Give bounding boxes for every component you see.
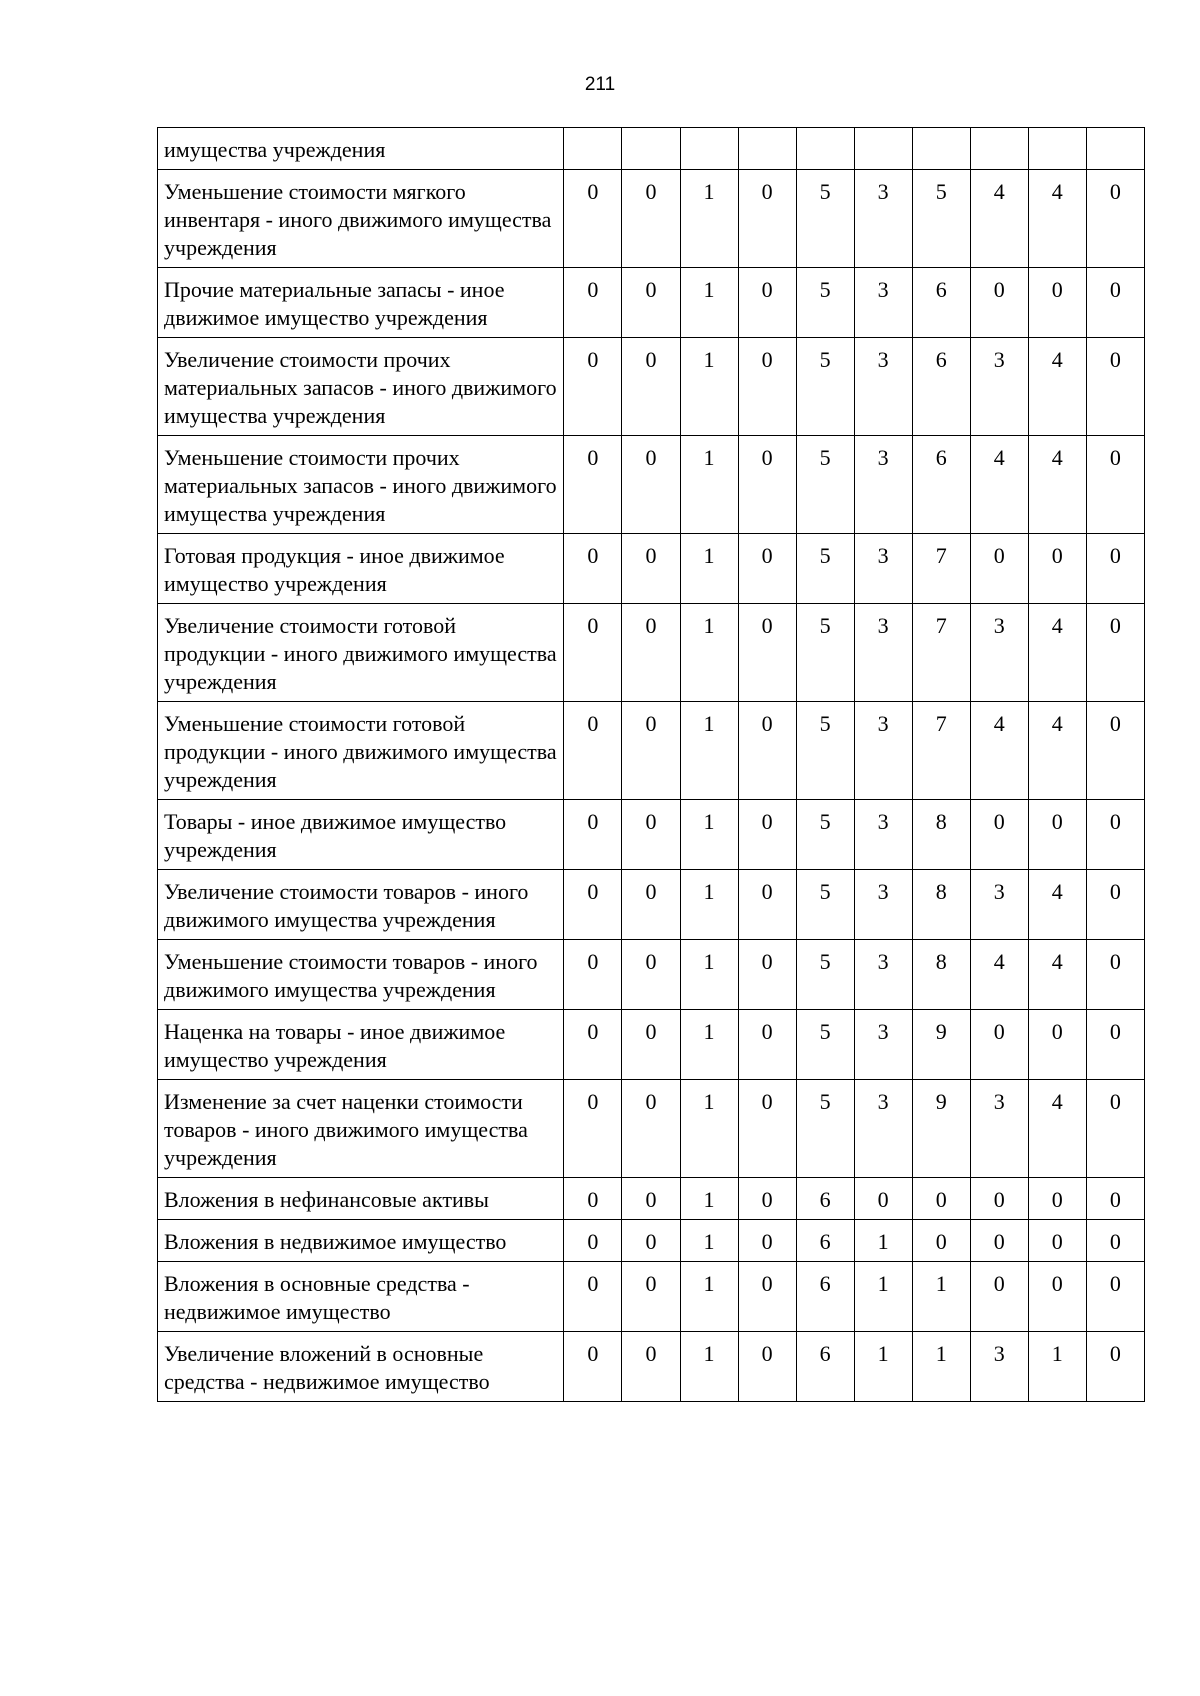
account-code-digit: 0	[564, 1010, 622, 1080]
account-code-digit: 0	[622, 338, 680, 436]
account-code-digit: 6	[912, 338, 970, 436]
account-code-digit	[738, 128, 796, 170]
account-code-digit: 0	[738, 1332, 796, 1402]
account-code-digit: 1	[912, 1262, 970, 1332]
account-code-digit: 3	[854, 534, 912, 604]
account-code-digit: 0	[564, 870, 622, 940]
account-code-digit: 0	[622, 1178, 680, 1220]
account-code-digit: 4	[1028, 702, 1086, 800]
account-code-digit: 0	[564, 436, 622, 534]
account-code-digit: 0	[1086, 1178, 1144, 1220]
account-code-digit: 0	[738, 1262, 796, 1332]
account-code-digit: 3	[854, 1010, 912, 1080]
account-code-digit: 3	[854, 702, 912, 800]
account-code-digit: 1	[680, 534, 738, 604]
account-code-digit: 0	[1028, 1220, 1086, 1262]
account-code-digit: 1	[680, 338, 738, 436]
table-row	[158, 128, 1145, 170]
table-row	[158, 436, 1145, 534]
account-code-digit: 0	[1028, 534, 1086, 604]
account-code-digit: 0	[564, 338, 622, 436]
account-code-digit: 0	[1028, 268, 1086, 338]
account-code-digit: 0	[1028, 1262, 1086, 1332]
account-code-digit: 0	[970, 1220, 1028, 1262]
account-code-digit: 0	[1086, 1080, 1144, 1178]
account-code-digit: 1	[680, 940, 738, 1010]
account-code-digit: 5	[796, 604, 854, 702]
account-code-digit: 3	[970, 1332, 1028, 1402]
account-code-digit: 9	[912, 1080, 970, 1178]
account-code-digit: 0	[564, 170, 622, 268]
account-description: Уменьшение стоимости мягкого инвентаря - иного движимого имущества учреждения	[158, 170, 564, 268]
account-code-digit: 1	[680, 702, 738, 800]
account-code-digit: 7	[912, 702, 970, 800]
table-row	[158, 1220, 1145, 1262]
account-code-digit: 0	[1086, 534, 1144, 604]
account-code-digit: 0	[622, 1332, 680, 1402]
account-code-digit: 0	[622, 870, 680, 940]
account-code-digit: 5	[796, 268, 854, 338]
account-code-digit: 3	[854, 436, 912, 534]
account-description: Увеличение стоимости прочих материальных запасов - иного движимого имущества учреждения	[158, 338, 564, 436]
account-code-table	[157, 127, 1145, 1402]
account-code-digit: 0	[1086, 1332, 1144, 1402]
account-code-digit: 4	[1028, 1080, 1086, 1178]
account-description: Вложения в основные средства - недвижимое имущество	[158, 1262, 564, 1332]
account-description: Товары - иное движимое имущество учреждения	[158, 800, 564, 870]
account-code-digit: 3	[854, 338, 912, 436]
account-code-digit: 0	[1086, 702, 1144, 800]
table-row	[158, 1178, 1145, 1220]
account-code-digit: 0	[622, 268, 680, 338]
account-code-digit: 0	[738, 604, 796, 702]
account-code-digit: 0	[622, 170, 680, 268]
account-code-digit: 4	[1028, 338, 1086, 436]
account-code-digit: 0	[1028, 1010, 1086, 1080]
account-description: имущества учреждения	[158, 128, 564, 170]
account-description: Увеличение вложений в основные средства - недвижимое имущество	[158, 1332, 564, 1402]
account-code-digit: 0	[622, 940, 680, 1010]
account-code-digit: 1	[680, 170, 738, 268]
account-code-digit: 0	[1086, 436, 1144, 534]
account-code-digit: 5	[796, 170, 854, 268]
account-code-digit: 5	[796, 338, 854, 436]
account-code-digit: 6	[796, 1178, 854, 1220]
account-code-digit: 0	[1086, 1010, 1144, 1080]
account-code-digit: 0	[564, 1332, 622, 1402]
account-code-digit: 0	[622, 702, 680, 800]
account-code-digit: 3	[970, 1080, 1028, 1178]
account-code-digit: 3	[854, 870, 912, 940]
account-code-digit: 0	[622, 534, 680, 604]
account-code-digit: 5	[912, 170, 970, 268]
account-code-digit: 0	[970, 268, 1028, 338]
account-code-digit: 1	[1028, 1332, 1086, 1402]
account-code-digit: 0	[738, 338, 796, 436]
account-code-digit: 0	[970, 1010, 1028, 1080]
account-code-digit: 0	[622, 436, 680, 534]
account-code-digit: 1	[680, 1178, 738, 1220]
account-code-digit: 5	[796, 534, 854, 604]
account-code-digit	[854, 128, 912, 170]
account-code-digit: 5	[796, 436, 854, 534]
account-code-digit	[970, 128, 1028, 170]
account-code-digit: 5	[796, 940, 854, 1010]
account-code-digit: 0	[564, 1178, 622, 1220]
account-code-digit: 1	[680, 268, 738, 338]
table-row	[158, 702, 1145, 800]
account-description: Увеличение стоимости готовой продукции - иного движимого имущества учреждения	[158, 604, 564, 702]
account-code-digit: 0	[564, 1220, 622, 1262]
account-code-digit: 6	[796, 1262, 854, 1332]
account-code-digit: 0	[1028, 800, 1086, 870]
account-code-digit: 3	[970, 604, 1028, 702]
account-code-digit: 5	[796, 800, 854, 870]
account-code-digit: 4	[1028, 940, 1086, 1010]
account-code-digit: 0	[738, 800, 796, 870]
page-number: 211	[584, 74, 616, 95]
table-body	[158, 128, 1145, 1402]
account-code-digit: 8	[912, 800, 970, 870]
table-row	[158, 1080, 1145, 1178]
account-code-digit: 0	[564, 702, 622, 800]
account-code-digit: 0	[970, 1178, 1028, 1220]
table-row	[158, 800, 1145, 870]
account-code-digit: 1	[680, 800, 738, 870]
account-code-digit: 0	[1086, 338, 1144, 436]
account-description: Увеличение стоимости товаров - иного движимого имущества учреждения	[158, 870, 564, 940]
account-code-digit: 0	[970, 1262, 1028, 1332]
account-code-digit: 1	[854, 1332, 912, 1402]
table-row	[158, 338, 1145, 436]
account-code-digit: 4	[1028, 604, 1086, 702]
account-code-digit: 0	[1028, 1178, 1086, 1220]
account-code-digit: 3	[854, 940, 912, 1010]
table-row	[158, 940, 1145, 1010]
account-code-digit: 0	[564, 604, 622, 702]
account-code-digit: 0	[564, 800, 622, 870]
account-description: Прочие материальные запасы - иное движимое имущество учреждения	[158, 268, 564, 338]
table-row	[158, 1010, 1145, 1080]
account-description: Уменьшение стоимости готовой продукции - иного движимого имущества учреждения	[158, 702, 564, 800]
account-code-digit: 0	[1086, 1262, 1144, 1332]
account-code-digit	[1028, 128, 1086, 170]
account-code-digit: 3	[970, 870, 1028, 940]
account-code-digit: 1	[854, 1220, 912, 1262]
account-code-digit: 6	[912, 436, 970, 534]
account-code-digit: 0	[1086, 604, 1144, 702]
account-code-digit: 0	[912, 1220, 970, 1262]
account-code-digit	[680, 128, 738, 170]
account-description: Уменьшение стоимости прочих материальных запасов - иного движимого имущества учреждения	[158, 436, 564, 534]
account-code-digit: 0	[738, 1080, 796, 1178]
account-code-digit: 4	[1028, 170, 1086, 268]
account-code-digit: 7	[912, 604, 970, 702]
account-code-digit: 0	[622, 604, 680, 702]
account-code-digit: 0	[738, 436, 796, 534]
table-row	[158, 870, 1145, 940]
account-code-digit: 1	[680, 1010, 738, 1080]
account-code-digit	[912, 128, 970, 170]
table-row	[158, 534, 1145, 604]
account-code-digit: 0	[970, 534, 1028, 604]
account-code-digit: 0	[738, 170, 796, 268]
account-code-digit: 3	[854, 800, 912, 870]
account-code-digit: 9	[912, 1010, 970, 1080]
account-code-digit: 0	[1086, 268, 1144, 338]
account-code-digit: 1	[680, 604, 738, 702]
account-code-digit: 0	[1086, 870, 1144, 940]
table-row	[158, 170, 1145, 268]
account-code-digit: 4	[970, 170, 1028, 268]
account-code-digit: 0	[738, 702, 796, 800]
account-code-digit: 8	[912, 940, 970, 1010]
account-code-digit: 1	[680, 436, 738, 534]
account-code-digit: 0	[564, 1262, 622, 1332]
account-code-digit: 0	[912, 1178, 970, 1220]
account-code-digit: 1	[680, 1332, 738, 1402]
account-code-digit	[622, 128, 680, 170]
account-code-digit: 0	[622, 1262, 680, 1332]
account-code-digit: 0	[738, 268, 796, 338]
account-code-digit: 0	[564, 534, 622, 604]
table-row	[158, 268, 1145, 338]
account-description: Уменьшение стоимости товаров - иного движимого имущества учреждения	[158, 940, 564, 1010]
account-code-digit	[796, 128, 854, 170]
account-code-digit: 4	[1028, 870, 1086, 940]
account-code-digit: 4	[970, 940, 1028, 1010]
account-code-digit	[1086, 128, 1144, 170]
account-code-digit: 3	[854, 268, 912, 338]
account-code-digit: 0	[970, 800, 1028, 870]
account-code-digit: 0	[1086, 800, 1144, 870]
table-row	[158, 1262, 1145, 1332]
account-description: Вложения в нефинансовые активы	[158, 1178, 564, 1220]
account-code-digit: 0	[1086, 1220, 1144, 1262]
account-code-digit: 5	[796, 702, 854, 800]
account-code-digit: 6	[796, 1220, 854, 1262]
account-code-digit: 0	[854, 1178, 912, 1220]
account-code-digit: 0	[738, 870, 796, 940]
account-code-digit: 6	[912, 268, 970, 338]
account-code-digit: 4	[970, 702, 1028, 800]
account-code-digit	[564, 128, 622, 170]
account-code-digit: 1	[912, 1332, 970, 1402]
account-code-digit: 5	[796, 1010, 854, 1080]
account-code-digit: 0	[622, 1080, 680, 1178]
account-code-digit: 3	[854, 170, 912, 268]
account-code-digit: 0	[1086, 940, 1144, 1010]
account-code-digit: 6	[796, 1332, 854, 1402]
account-description: Готовая продукция - иное движимое имущество учреждения	[158, 534, 564, 604]
account-code-digit: 0	[622, 1220, 680, 1262]
account-code-digit: 8	[912, 870, 970, 940]
account-code-digit: 4	[970, 436, 1028, 534]
table-row	[158, 1332, 1145, 1402]
account-code-digit: 4	[1028, 436, 1086, 534]
account-description: Наценка на товары - иное движимое имущество учреждения	[158, 1010, 564, 1080]
account-code-digit: 0	[564, 1080, 622, 1178]
account-code-digit: 0	[738, 1220, 796, 1262]
account-code-digit: 7	[912, 534, 970, 604]
account-code-digit: 5	[796, 1080, 854, 1178]
account-code-digit: 0	[738, 1010, 796, 1080]
account-code-digit: 0	[738, 940, 796, 1010]
account-code-digit: 0	[564, 268, 622, 338]
account-description: Вложения в недвижимое имущество	[158, 1220, 564, 1262]
account-code-digit: 5	[796, 870, 854, 940]
account-code-digit: 0	[622, 800, 680, 870]
account-code-digit: 1	[680, 1262, 738, 1332]
account-code-digit: 0	[564, 940, 622, 1010]
account-code-digit: 0	[738, 534, 796, 604]
account-code-digit: 1	[680, 870, 738, 940]
table-row	[158, 604, 1145, 702]
account-code-digit: 3	[970, 338, 1028, 436]
account-code-digit: 3	[854, 604, 912, 702]
account-code-digit: 1	[680, 1220, 738, 1262]
account-code-digit: 0	[738, 1178, 796, 1220]
account-code-digit: 1	[854, 1262, 912, 1332]
account-code-digit: 0	[622, 1010, 680, 1080]
account-code-digit: 0	[1086, 170, 1144, 268]
account-description: Изменение за счет наценки стоимости товаров - иного движимого имущества учреждения	[158, 1080, 564, 1178]
account-code-digit: 3	[854, 1080, 912, 1178]
account-code-digit: 1	[680, 1080, 738, 1178]
